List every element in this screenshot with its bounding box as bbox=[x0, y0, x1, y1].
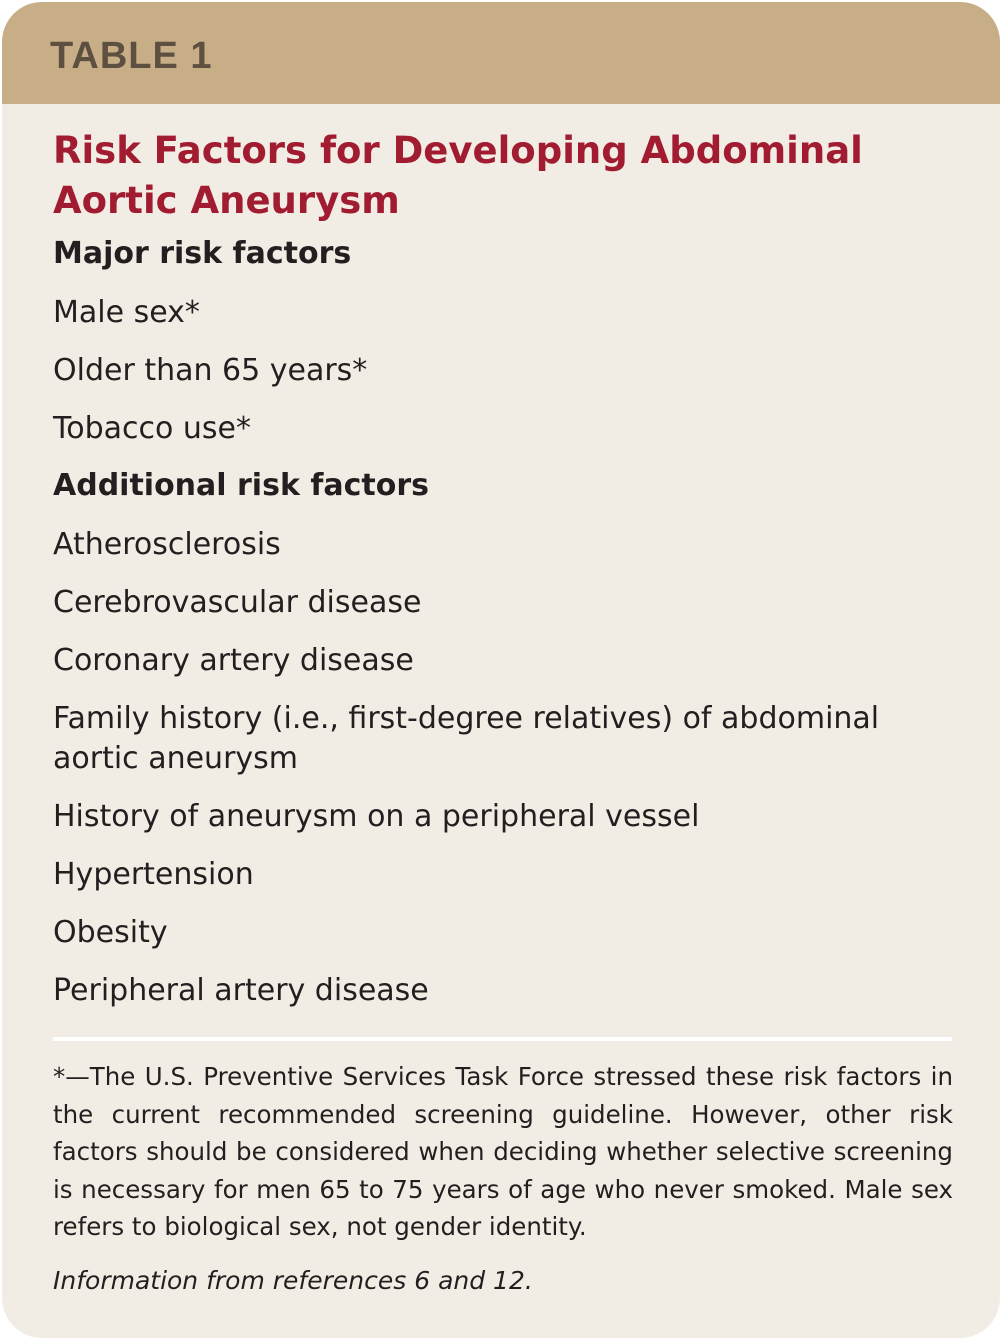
section-heading-additional: Additional risk factors bbox=[53, 468, 430, 503]
list-item: History of aneurysm on a peripheral vessel bbox=[53, 799, 700, 834]
table-card bbox=[2, 2, 1000, 1338]
section-heading-major: Major risk factors bbox=[53, 236, 352, 271]
table-content bbox=[53, 126, 953, 1029]
source-citation: Information from references 6 and 12. bbox=[53, 1266, 533, 1295]
table-title: Risk Factors for Developing Abdominal Aortic Aneurysm bbox=[53, 129, 863, 222]
list-item: Hypertension bbox=[53, 857, 254, 892]
list-item: Family history (i.e., first-degree relatives) of abdominal aortic aneurysm bbox=[53, 701, 880, 776]
footnote-divider bbox=[53, 1037, 952, 1041]
list-item: Obesity bbox=[53, 915, 168, 950]
list-item: Coronary artery disease bbox=[53, 643, 414, 678]
table-number-label: TABLE 1 bbox=[50, 35, 213, 77]
list-item: Older than 65 years* bbox=[53, 353, 368, 388]
list-item: Male sex* bbox=[53, 295, 200, 330]
list-item: Tobacco use* bbox=[53, 411, 251, 446]
footnote-text: *—The U.S. Preventive Services Task Force stressed these risk factors in the current recommended screening guideline. However, other risk factors should be considered when deciding whether selective screening is necessary for men 65 to 75 years of age who never smoked. Male sex refers to biological sex, not gender identity. bbox=[53, 1062, 953, 1241]
list-item: Cerebrovascular disease bbox=[53, 585, 422, 620]
table-header-band bbox=[2, 2, 1000, 104]
list-item: Atherosclerosis bbox=[53, 527, 281, 562]
list-item: Peripheral artery disease bbox=[53, 973, 429, 1008]
